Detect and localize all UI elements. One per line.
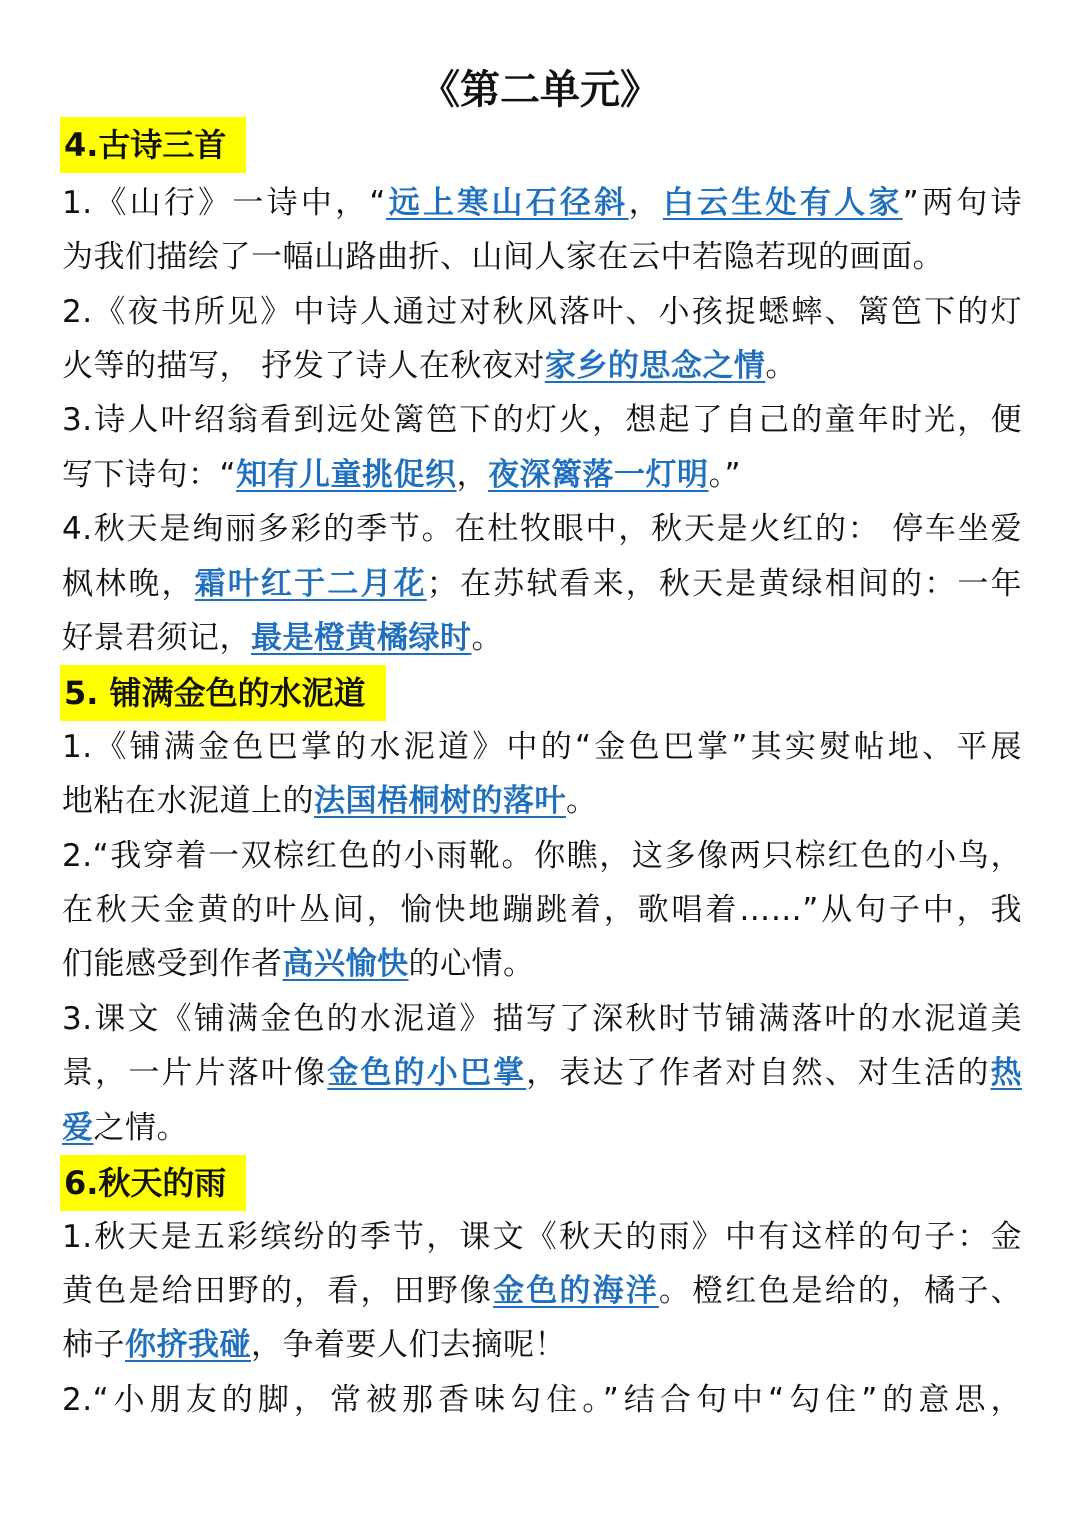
section-heading-4: 4.古诗三首 (60, 117, 246, 173)
s6-item1-line1: 1.秋天是五彩缤纷的季节，课文《秋天的雨》中有这样的句子：金 (62, 1219, 1022, 1255)
s5-item2-line2: 在秋天金黄的叶丛间，愉快地蹦跳着，歌唱着……”从句子中，我 (62, 892, 1022, 928)
text-run: ；在苏轼看来，秋天是黄绿相间的：一年 (426, 566, 1023, 602)
answer-run: 法国梧桐树的落叶 (314, 783, 566, 819)
s6-item1-line3 (62, 1318, 1022, 1372)
s5-item1-line2 (62, 774, 1022, 828)
text-run: 们能感受到作者 (62, 946, 283, 982)
text-run: 火等的描写， 抒发了诗人在秋夜对 (62, 348, 545, 384)
answer-run: 家乡的思念之情 (544, 348, 766, 384)
text-run: 。 (765, 348, 797, 384)
s6-item1-line2 (62, 1264, 1022, 1318)
answer-run: 知有儿童挑促织 (236, 457, 457, 493)
text-run: ， (628, 185, 663, 221)
answer-run: 霜叶红于二月花 (194, 566, 427, 602)
text-run: ”两句诗 (902, 185, 1023, 221)
text-run: 。” (708, 457, 742, 493)
text-run: 景，一片片落叶像 (62, 1055, 328, 1091)
s5-item3-line2 (62, 1046, 1022, 1100)
text-run: ， (456, 457, 489, 493)
answer-run: 白云生处有人家 (662, 185, 903, 221)
s4-item2-line2 (62, 339, 1022, 393)
answer-run: 最是橙黄橘绿时 (251, 620, 472, 656)
text-run: ，表达了作者对自然、对生活的 (526, 1055, 991, 1091)
text-run: 写下诗句：“ (62, 457, 237, 493)
s5-item3-line1: 3.课文《铺满金色的水泥道》描写了深秋时节铺满落叶的水泥道美 (62, 1001, 1022, 1037)
text-run: 1.《山行》一诗中，“ (62, 185, 386, 221)
s4-item2-line1: 2.《夜书所见》中诗人通过对秋风落叶、小孩捉蟋蟀、篱笆下的灯 (62, 294, 1022, 330)
s4-item4-line3 (62, 611, 1022, 665)
answer-run: 金色的小巴掌 (327, 1055, 527, 1091)
text-run: 。 (471, 620, 503, 656)
answer-run: 高兴愉快 (282, 946, 409, 982)
section-heading-5: 5. 铺满金色的水泥道 (60, 665, 386, 721)
s4-item1-line2: 为我们描绘了一幅山路曲折、山间人家在云中若隐若现的画面。 (62, 239, 944, 275)
s4-item3-line2 (62, 448, 1022, 502)
text-run: 好景君须记， (62, 620, 251, 656)
s5-item2-line1: 2.“我穿着一双棕红色的小雨靴。你瞧，这多像两只棕红色的小鸟， (62, 838, 1022, 874)
text-run: 黄色是给田野的，看，田野像 (62, 1273, 494, 1309)
text-run: 枫林晚， (62, 566, 195, 602)
text-run: 柿子 (62, 1327, 125, 1363)
s5-item3-line3 (62, 1101, 1022, 1155)
text-run: ，争着要人们去摘呢！ (251, 1327, 566, 1363)
s4-item3-line1: 3.诗人叶绍翁看到远处篱笆下的灯火，想起了自己的童年时光，便 (62, 402, 1022, 438)
text-run: 地粘在水泥道上的 (62, 783, 314, 819)
s6-item2-line1: 2.“小朋友的脚，常被那香味勾住。”结合句中“勾住”的意思， (62, 1382, 1022, 1418)
text-run: 之情。 (93, 1110, 188, 1146)
text-run: 。 (566, 783, 598, 819)
answer-run: 热 (990, 1055, 1023, 1091)
s4-item1-line1 (62, 176, 1022, 230)
answer-run: 金色的海洋 (493, 1273, 659, 1309)
s5-item1-line1: 1.《铺满金色巴掌的水泥道》中的“金色巴掌”其实熨帖地、平展 (62, 729, 1022, 765)
text-run: 的心情。 (408, 946, 535, 982)
answer-run: 你挤我碰 (125, 1327, 251, 1363)
answer-run: 爱 (62, 1110, 94, 1146)
s4-item4-line1: 4.秋天是绚丽多彩的季节。在杜牧眼中，秋天是火红的： 停车坐爱 (62, 511, 1022, 547)
answer-run: 夜深篱落一灯明 (488, 457, 709, 493)
page-title: 《第二单元》 (420, 67, 660, 113)
s4-item4-line2 (62, 557, 1022, 611)
section-heading-6: 6.秋天的雨 (60, 1155, 246, 1211)
answer-run: 远上寒山石径斜 (385, 185, 629, 221)
text-run: 。橙红色是给的，橘子、 (658, 1273, 1023, 1309)
s5-item2-line3 (62, 937, 1022, 991)
